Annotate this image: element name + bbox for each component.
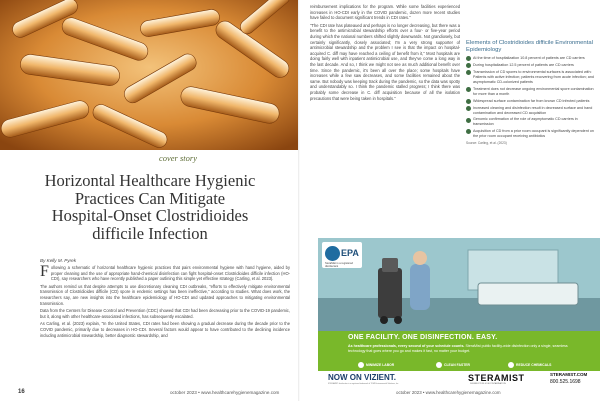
ad-feature: CLEAN FASTER xyxy=(436,362,470,368)
byline: By Kelly M. Pyrek xyxy=(40,258,76,263)
page-number: 16 xyxy=(18,389,25,395)
body-paragraph: Data from the Centers for Disease Control and Prevention (CDC) showed that CDI had been decreasing prior to the COVID-19 pandemic, but it, along with other healthcare-associated infections, has subsequently escalated. xyxy=(40,308,290,319)
ad-subtext-rest: SteraMist public facility-wide disinfection only a single, seamless technology that goes where you go and makes it fast, no matter your budget. xyxy=(348,344,568,353)
sidebar-fact: Genomic confirmation of the role of asymptomatic CD carriers in transmission xyxy=(466,117,594,127)
epa-caption: SteraMist is a registered disinfectant xyxy=(325,262,353,268)
ad-phone: 800.525.1698 xyxy=(550,379,581,385)
steramist-advertisement[interactable] xyxy=(318,238,600,388)
article-headline xyxy=(10,172,290,242)
section-label: cover story xyxy=(158,153,197,163)
sidebar-fact: Transmission of CD spores to environmental surfaces is associated with: Patients with active infection; patients recovering from acute infection; and asymptomatic CD-colonized patients xyxy=(466,70,594,85)
bacteria-photo xyxy=(0,0,300,150)
epa-logo-icon xyxy=(325,246,340,261)
page-footer: october 2023 • www.healthcarehygienemagazine.com xyxy=(170,390,280,395)
check-icon xyxy=(508,362,514,368)
ad-feature: REDUCE CHEMICALS xyxy=(508,362,551,368)
sidebar-title: Elements of Clostridioides difficile Environmental Epidemiology xyxy=(466,40,593,53)
ad-feature: MINIMIZE LABOR xyxy=(358,362,394,368)
headline-line: difficile Infection xyxy=(92,223,208,243)
body-paragraph: The authors remind us that despite attempts to use discretionary cleaning CDI outbreaks, "efforts to effectively mitigate environmental transmission of Clostridioides difficile (CD) spore in endemic settings has been ineffective," according to studies. What does work, the researchers say, are new insights into the healthcare epidemiology of HO-CDI and updated approaches to mitigating environmental transmission. xyxy=(40,283,290,306)
ad-photo xyxy=(318,238,600,331)
ad-headline: ONE FACILITY. ONE DISINFECTION. EASY. xyxy=(348,334,498,341)
ad-fineprint: STERAMIST disinfection is a registered trademark of TOMI Environmental Solutions, Inc. xyxy=(328,383,399,385)
epa-label: EPA xyxy=(341,248,359,258)
sidebar-fact: At the time of hospitalization 10.8 percent of patients are CD carriers xyxy=(466,56,594,61)
sidebar-box xyxy=(466,40,594,145)
sidebar-fact: Increased cleaning and disinfection result in decreased surface and hand contamination and decreased CD acquisition xyxy=(466,106,594,116)
steramist-logo: STERAMIST xyxy=(468,373,525,383)
sidebar-fact: Acquisition of CD from a prior room occupant is significantly dependent on the prior room occupant receiving antibiotics xyxy=(466,129,594,139)
headline-line: Horizontal Healthcare Hygienic xyxy=(44,171,256,190)
body-paragraph: Following a schematic of horizontal healthcare hygienic practices that pairs environmental hygiene with hand hygiene, aided by proper cleaning and the use of appropriate hand-chemical disinfection can fight hospital-onset Clostridioides difficile infection (HO-CDI), say researchers who have recently published a paper outlining this simple yet effective strategy (Carling, et al. 2023). xyxy=(40,263,290,282)
ad-url-link[interactable]: STERAMIST.COM xyxy=(550,372,588,377)
bullet-icon xyxy=(466,99,471,104)
ad-subtext-bold: As healthcare professionals, every second of your schedule counts. xyxy=(348,344,465,348)
bullet-icon xyxy=(466,63,471,68)
bullet-icon xyxy=(466,106,471,111)
sidebar-fact: Widespread surface contamination far from known CD infected patients xyxy=(466,99,594,104)
check-icon xyxy=(358,362,364,368)
body-paragraph: reimbursement implications for the program. While some facilities experienced increases in HO-CDI early in the COVID pandemic, dozen more recent studies have failed to document significant trends in CDI rates." xyxy=(310,4,460,21)
sidebar-source: Source: Carling, et al. (2023) xyxy=(466,141,507,146)
bullet-icon xyxy=(466,56,471,61)
now-on-vizient: NOW ON VIZIENT. xyxy=(328,373,397,382)
steramist-tagline: DISINFECTION & DECONTAMINATION xyxy=(470,383,506,385)
article-body-right xyxy=(310,4,460,103)
bacteria-illustration xyxy=(0,0,300,150)
drop-cap: F xyxy=(40,263,49,280)
right-page xyxy=(300,0,600,401)
page-footer: october 2023 • www.healthcarehygienemagazine.com xyxy=(396,390,501,395)
sidebar-fact: During hospitalization 12.5 percent of patients are CD carriers xyxy=(466,63,594,68)
body-paragraph: As Carling, et al. (2023) explain, "In the United States, CDI rates had been showing a gradual decrease during the decade prior to the COVID pandemic, primarily due to decreases in HO-CDI. Several factors would appear to have contributed to the declining incidence including antimicrobial stewardship, better diagnostic stewardship, and xyxy=(40,321,290,338)
bullet-icon xyxy=(466,70,471,75)
headline-line: Hospital-Onset Clostridioides xyxy=(51,206,249,225)
headline-line: Practices Can Mitigate xyxy=(74,188,226,208)
ad-footer-bar xyxy=(318,371,600,388)
bullet-icon xyxy=(466,87,471,92)
bullet-icon xyxy=(466,129,471,134)
epa-badge xyxy=(322,242,362,268)
bullet-icon xyxy=(466,118,471,123)
sidebar-fact: Treatment does not decrease ongoing environmental spore contamination for more than a month xyxy=(466,87,594,97)
article-body-left xyxy=(40,265,290,340)
body-paragraph: "The CDI rate has plateaued and perhaps is no longer decreasing, but there was a benefit to the antimicrobial stewardship efforts over a four- or five-year period during which the national numbers shifted slightly downwards. Not grandiosely, but certainly significantly, closely associated; I'm a very strong supporter of antimicrobial stewardship and the problem I see is that the impact on hospital-acquired C. diff may have reached a ceiling of benefit from it," Most hospitals are doing fairly well with inpatient antimicrobial use, and they've come a long way in the last decade. And so, I think we might not see as much additional benefit over time. Since the pandemic, it's been all over the place; some hospitals have increases while a few saw decreases, and some facilities remained about the same. But nobody was keeping track during the pandemic, so the data was spotty and understandably so. I think the pandemic stalled progress; I think there was probably some decrease in C. diff acquisition because of all the isolation precautions that were being taken in hospitals." xyxy=(310,22,460,101)
check-icon xyxy=(436,362,442,368)
ad-subtext xyxy=(348,344,578,353)
